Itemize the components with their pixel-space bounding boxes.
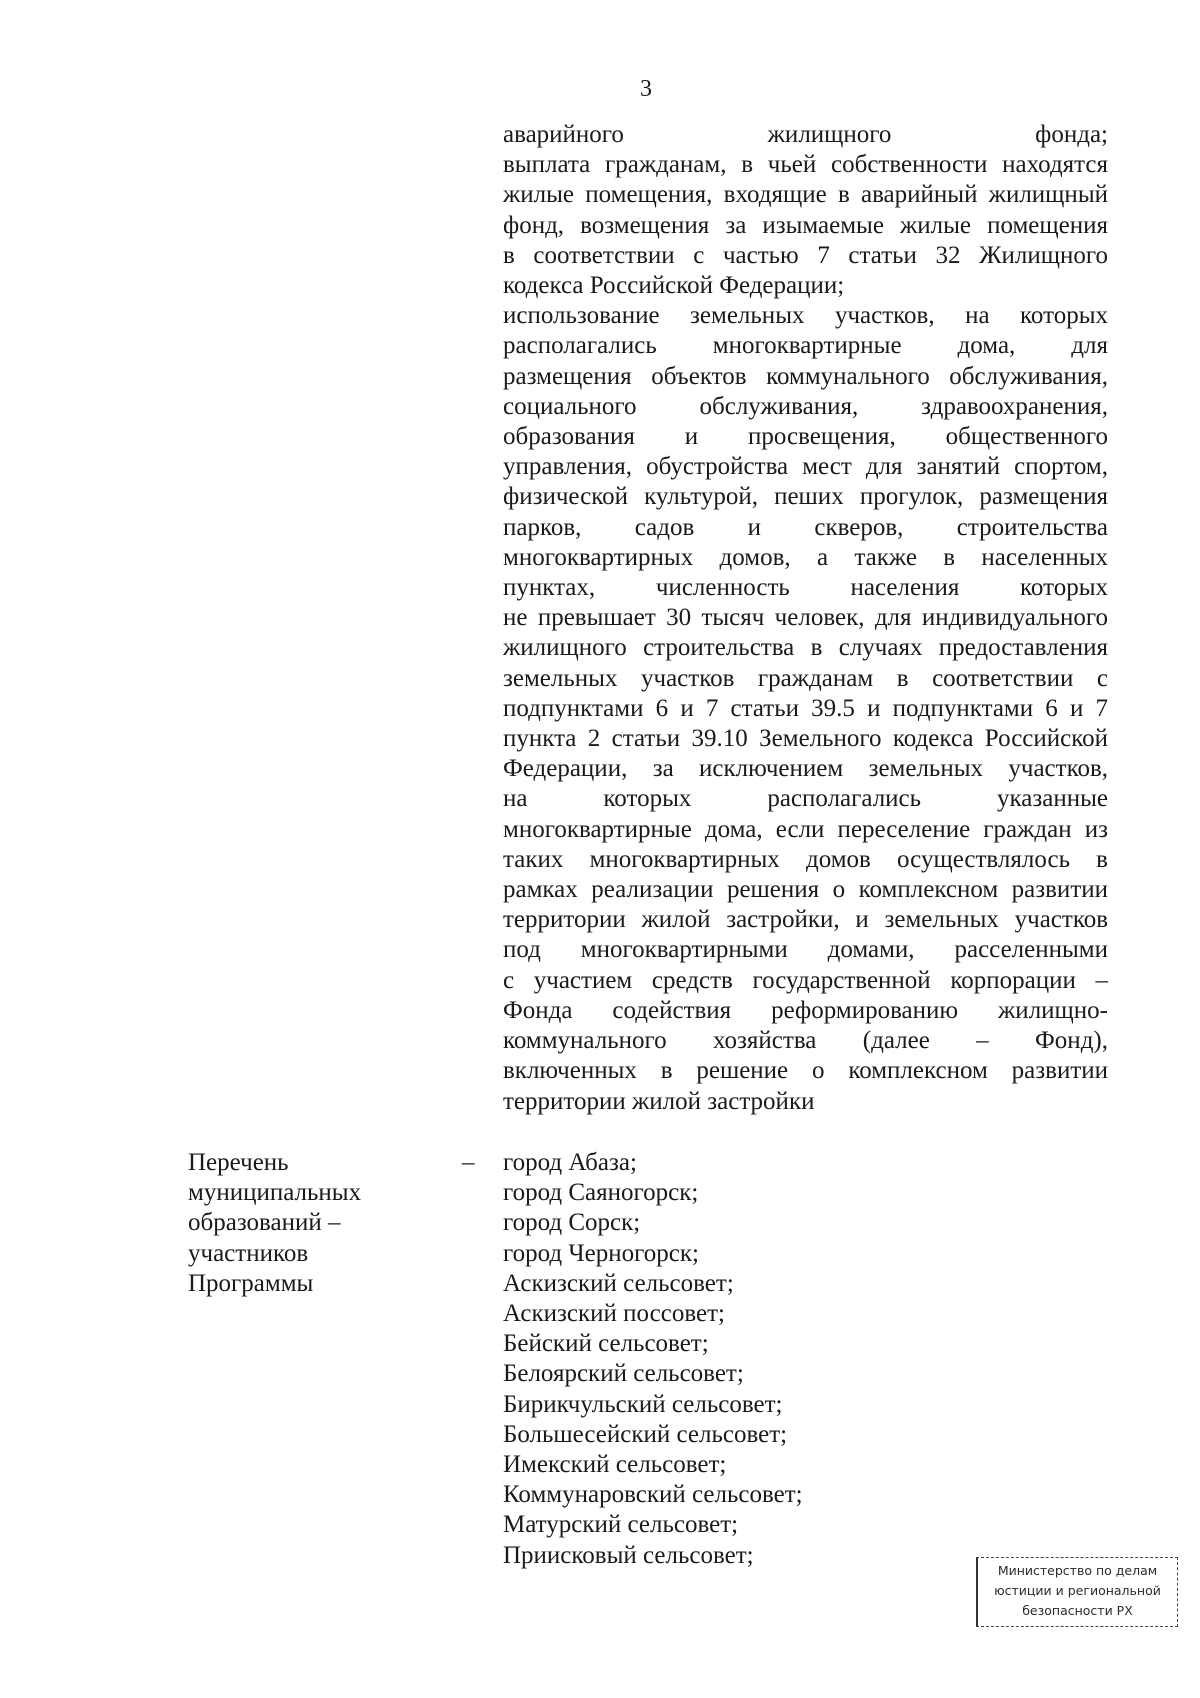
list-item: Матурский сельсовет; — [503, 1511, 739, 1539]
label-line: участников — [188, 1239, 309, 1267]
stamp-line: юстиции и региональной — [994, 1583, 1161, 1598]
text-line: жилищного строительства в случаях предоставления — [503, 634, 1108, 662]
text-line: таких многоквартирных домов осуществлялось в — [503, 845, 1108, 873]
text-line: коммунального хозяйства (далее – Фонд), — [503, 1027, 1108, 1055]
text-line: парков, садов и скверов, строительства — [503, 513, 1108, 541]
text-line: социального обслуживания, здравоохранения, — [503, 392, 1108, 420]
label-line: образований – — [188, 1209, 341, 1237]
text-line: под многоквартирными домами, расселенными — [503, 936, 1108, 964]
text-line: рамках реализации решения о комплексном развитии — [503, 876, 1108, 904]
list-item: Большесейский сельсовет; — [503, 1420, 788, 1448]
label-line: муниципальных — [188, 1179, 362, 1207]
text-line: территории жилой застройки — [503, 1087, 815, 1115]
text-line: физической культурой, пеших прогулок, размещения — [503, 483, 1108, 511]
text-line: территории жилой застройки, и земельных участков — [503, 906, 1108, 934]
text-line: Фонда содействия реформированию жилищно- — [503, 996, 1108, 1024]
list-item: Имекский сельсовет; — [503, 1451, 727, 1479]
text-line: располагались многоквартирные дома, для — [503, 332, 1108, 360]
text-line: жилые помещения, входящие в аварийный жилищный — [503, 181, 1108, 209]
text-line: пунктах, численность населения которых — [503, 574, 1108, 602]
list-item: Белоярский сельсовет; — [503, 1360, 744, 1388]
list-item: Аскизский сельсовет; — [503, 1269, 734, 1297]
text-line: использование земельных участков, на которых — [503, 302, 1108, 330]
stamp-line: безопасности РХ — [1022, 1603, 1133, 1618]
text-line: с участием средств государственной корпорации – — [503, 966, 1108, 994]
text-line: выплата гражданам, в чьей собственности находятся — [503, 151, 1108, 179]
text-line: фонд, возмещения за изымаемые жилые помещения — [503, 211, 1108, 239]
list-item: Коммунаровский сельсовет; — [503, 1481, 803, 1509]
text-line: аварийного жилищного фонда; — [503, 121, 1108, 148]
list-item: Аскизский поссовет; — [503, 1300, 725, 1328]
text-line: кодекса Российской Федерации; — [503, 272, 845, 300]
list-item: Приисковый сельсовет; — [503, 1541, 754, 1569]
text-line: пункта 2 статьи 39.10 Земельного кодекса Российской — [503, 725, 1108, 753]
list-item: Бейский сельсовет; — [503, 1330, 709, 1358]
program-objectives-text — [503, 120, 1108, 1117]
text-line: в соответствии с частью 7 статьи 32 Жилищного — [503, 241, 1108, 269]
text-line: размещения объектов коммунального обслуживания, — [503, 362, 1108, 390]
label-separator-dash: – — [462, 1149, 475, 1176]
list-item: город Черногорск; — [503, 1239, 699, 1267]
text-line: многоквартирные дома, если переселение граждан из — [503, 815, 1108, 843]
label-line: Перечень — [188, 1149, 289, 1176]
text-line: не превышает 30 тысяч человек, для индивидуального — [503, 604, 1108, 632]
text-line: Федерации, за исключением земельных участков, — [503, 755, 1108, 783]
label-line: Программы — [188, 1269, 314, 1297]
text-line: многоквартирных домов, а также в населенных — [503, 543, 1108, 571]
participants-list-label — [188, 1148, 428, 1299]
text-line: образования и просвещения, общественного — [503, 423, 1108, 451]
list-item: город Абаза; — [503, 1149, 637, 1176]
list-item: город Сорск; — [503, 1209, 641, 1237]
stamp-line: Министерство по делам — [997, 1563, 1158, 1578]
text-line: на которых располагались указанные — [503, 785, 1108, 813]
ministry-stamp — [976, 1557, 1178, 1627]
page-number: 3 — [640, 76, 652, 102]
text-line: включенных в решение о комплексном развитии — [503, 1057, 1108, 1085]
list-item: город Саяногорск; — [503, 1179, 699, 1207]
municipalities-list — [503, 1148, 953, 1571]
list-item: Бирикчульский сельсовет; — [503, 1390, 783, 1418]
text-line: подпунктами 6 и 7 статьи 39.5 и подпунктами 6 и 7 — [503, 694, 1108, 722]
text-line: земельных участков гражданам в соответствии с — [503, 664, 1108, 692]
text-line: управления, обустройства мест для занятий спортом, — [503, 453, 1108, 481]
